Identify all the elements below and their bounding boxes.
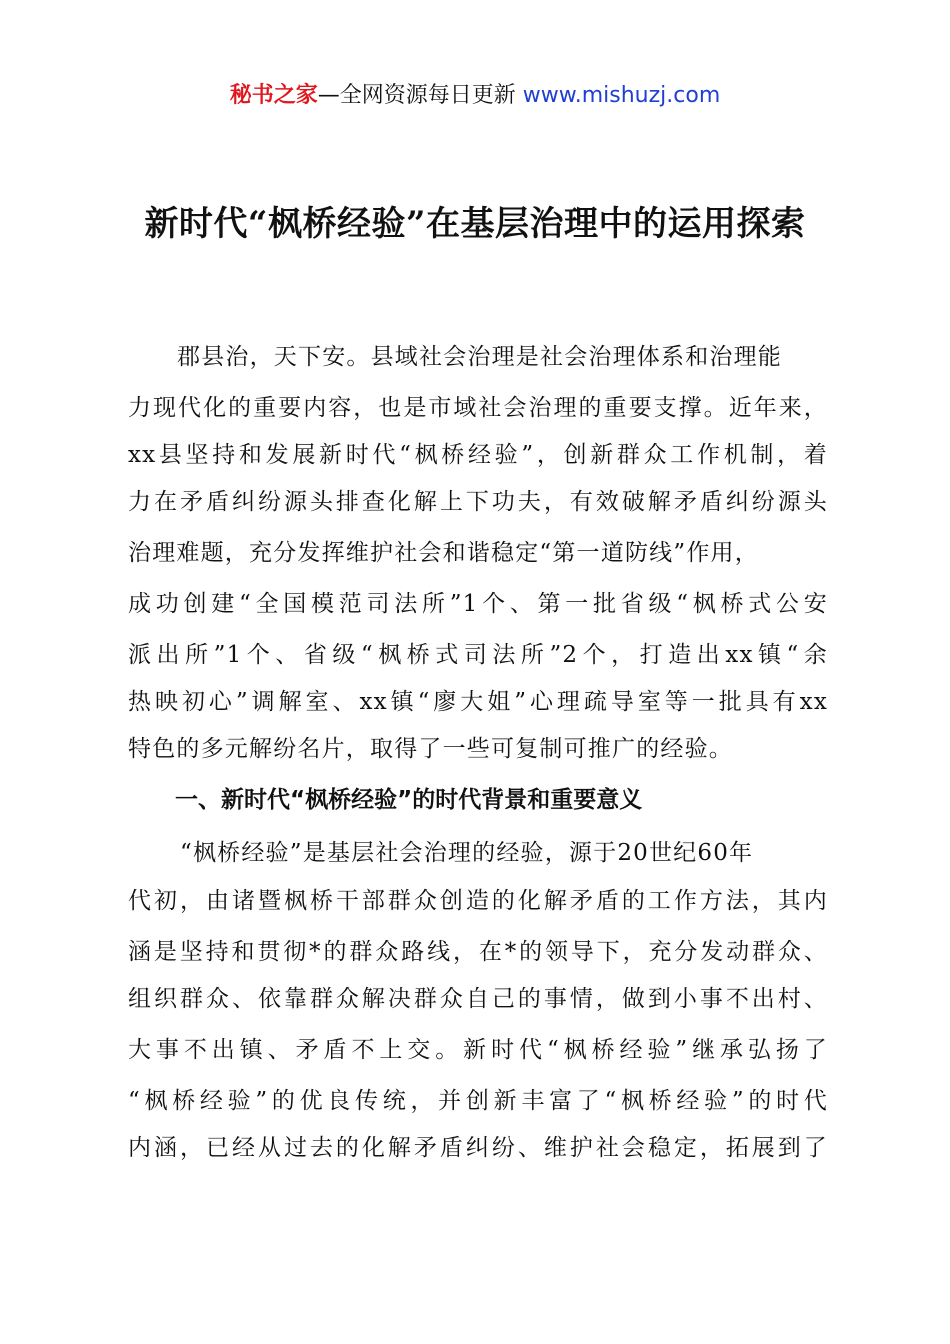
paragraph-line: “枫桥经验”的优良传统，并创新丰富了“枫桥经验”的时代: [128, 1088, 828, 1114]
paragraph-line: 热映初心”调解室、xx镇“廖大姐”心理疏导室等一批具有xx: [128, 689, 828, 715]
site-header: [0, 80, 950, 112]
site-link[interactable]: www.mishuzj.com: [522, 83, 721, 108]
paragraph-line: 成功创建“全国模范司法所”1个、第一批省级“枫桥式公安: [128, 591, 828, 617]
paragraph-line: 代初，由诸暨枫桥干部群众创造的化解矛盾的工作方法，其内: [128, 888, 828, 914]
paragraph-line: 大事不出镇、矛盾不上交。新时代“枫桥经验”继承弘扬了: [128, 1037, 828, 1063]
paragraph-line: 特色的多元解纷名片，取得了一些可复制可推广的经验。: [128, 736, 733, 762]
section-heading: 一、新时代“枫桥经验”的时代背景和重要意义: [175, 787, 643, 813]
paragraph-line: 派出所”1个、省级“枫桥式司法所”2个，打造出xx镇“余: [128, 642, 828, 668]
paragraph-line: 治理难题，充分发挥维护社会和谐稳定“第一道防线”作用，: [128, 540, 759, 566]
document-title: 新时代“枫桥经验”在基层治理中的运用探索: [144, 204, 806, 244]
paragraph-line: 力在矛盾纠纷源头排查化解上下功夫，有效破解矛盾纠纷源头: [128, 489, 828, 515]
paragraph-line: 涵是坚持和贯彻*的群众路线，在*的领导下，充分发动群众、: [128, 939, 828, 965]
header-slogan: —全网资源每日更新: [317, 83, 523, 108]
paragraph-line: xx县坚持和发展新时代“枫桥经验”，创新群众工作机制，着: [128, 442, 828, 468]
paragraph-line: 郡县治，天下安。县域社会治理是社会治理体系和治理能: [177, 344, 782, 370]
brand-name[interactable]: 秘书之家: [229, 83, 318, 108]
paragraph-line: 组织群众、依靠群众解决群众自己的事情，做到小事不出村、: [128, 986, 828, 1012]
paragraph-line: 力现代化的重要内容，也是市域社会治理的重要支撑。近年来，: [128, 395, 828, 421]
paragraph-line: “枫桥经验”是基层社会治理的经验，源于20世纪60年: [180, 840, 754, 866]
paragraph-line: 内涵，已经从过去的化解矛盾纠纷、维护社会稳定，拓展到了: [128, 1135, 828, 1161]
